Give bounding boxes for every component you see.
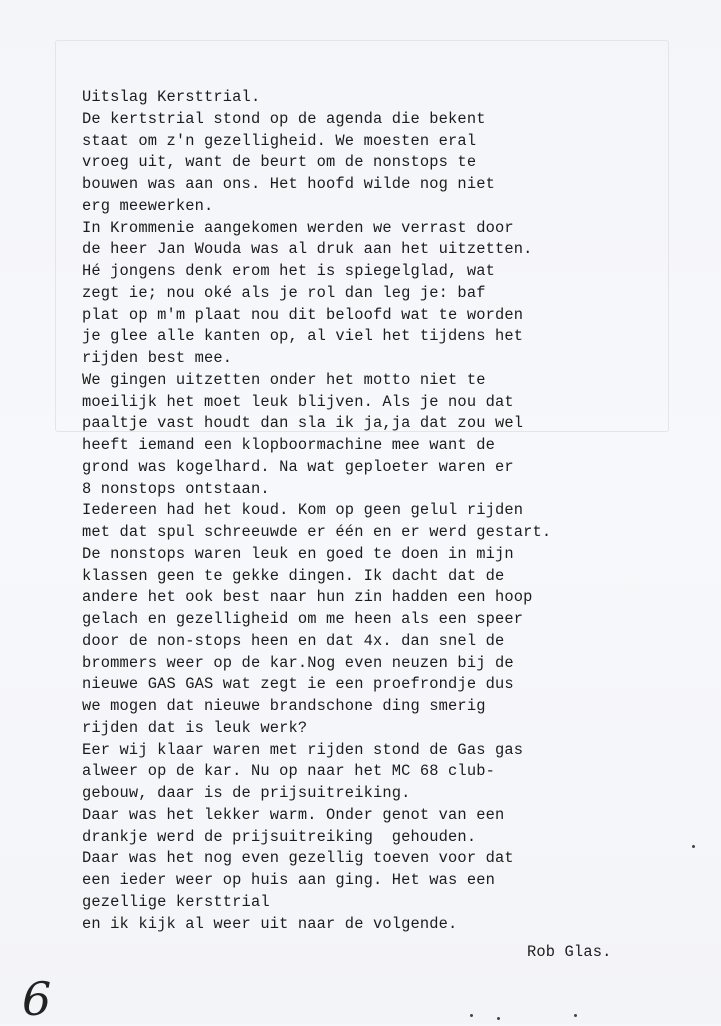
article-line: je glee alle kanten op, al viel het tijdens het: [82, 327, 524, 346]
article-line: nieuwe GAS GAS wat zegt ie een proefrondje dus: [82, 675, 514, 694]
article-line: 8 nonstops ontstaan.: [82, 479, 270, 498]
article-line: In Krommenie aangekomen werden we verrast door: [82, 218, 514, 237]
article-line: brommers weer op de kar.Nog even neuzen bij de: [82, 653, 514, 672]
article-line: grond was kogelhard. Na wat geploeter waren er: [82, 457, 514, 476]
speck-1: [692, 845, 695, 848]
article-line: gebouw, daar is de prijsuitreiking.: [82, 784, 411, 802]
article-line: zegt ie; nou oké als je rol dan leg je: baf: [82, 283, 486, 302]
article-line: rijden dat is leuk werk?: [82, 718, 308, 737]
article-line: bouwen was aan ons. Het hoofd wilde nog niet: [82, 175, 495, 193]
article-line: andere het ook best naar hun zin hadden een hoop: [82, 588, 533, 607]
article-line: we mogen dat nieuwe brandschone ding smerig: [82, 697, 486, 715]
article-line: erg meewerken.: [82, 196, 214, 215]
article-body: [82, 87, 707, 935]
article-line: gelach en gezelligheid om me heen als een speer: [82, 610, 524, 628]
article-line: Eer wij klaar waren met rijden stond de Gas gas: [82, 740, 524, 759]
article-line: met dat spul schreeuwde er één en er werd gestart.: [82, 523, 552, 541]
article-line: een ieder weer op huis aan ging. Het was een: [82, 871, 495, 889]
article-line: staat om z'n gezelligheid. We moesten eral: [82, 131, 477, 150]
article-line: drankje werd de prijsuitreiking gehouden.: [82, 827, 477, 846]
article-line: klassen geen te gekke dingen. Ik dacht dat de: [82, 566, 505, 585]
article-line: moeilijk het moet leuk blijven. Als je nou dat: [82, 392, 514, 411]
article-line: We gingen uitzetten onder het motto niet te: [82, 370, 486, 389]
speck-4: [574, 1014, 577, 1017]
article-line: Daar was het lekker warm. Onder genot van een: [82, 805, 505, 824]
article-line: paaltje vast houdt dan sla ik ja,ja dat zou wel: [82, 414, 524, 433]
article-line: heeft iemand een klopboormachine mee want de: [82, 436, 495, 454]
article-line: gezellige kersttrial: [82, 892, 270, 911]
signature: Rob Glas.: [527, 943, 612, 961]
page-number: 6: [22, 972, 52, 1026]
article-line: door de non-stops heen en dat 4x. dan snel de: [82, 631, 505, 650]
article-line: Hé jongens denk erom het is spiegelglad, wat: [82, 262, 495, 280]
article-line: De nonstops waren leuk en goed te doen in mijn: [82, 544, 514, 563]
article-line: De kertstrial stond op de agenda die bekent: [82, 109, 486, 128]
article-line: plat op m'm plaat nou dit beloofd wat te worden: [82, 305, 524, 324]
speck-2: [470, 1014, 473, 1017]
article-line: Daar was het nog even gezellig toeven voor dat: [82, 849, 514, 868]
article-line: Iedereen had het koud. Kom op geen gelul rijden: [82, 501, 524, 520]
article-line: Uitslag Kersttrial.: [82, 88, 261, 106]
article-line: alweer op de kar. Nu op naar het MC 68 club-: [82, 762, 495, 781]
article-line: rijden best mee.: [82, 349, 233, 367]
article-line: vroeg uit, want de beurt om de nonstops te: [82, 153, 477, 172]
article-line: en ik kijk al weer uit naar de volgende.: [82, 914, 458, 933]
article-line: de heer Jan Wouda was al druk aan het uitzetten.: [82, 240, 533, 259]
speck-3: [497, 1017, 500, 1020]
